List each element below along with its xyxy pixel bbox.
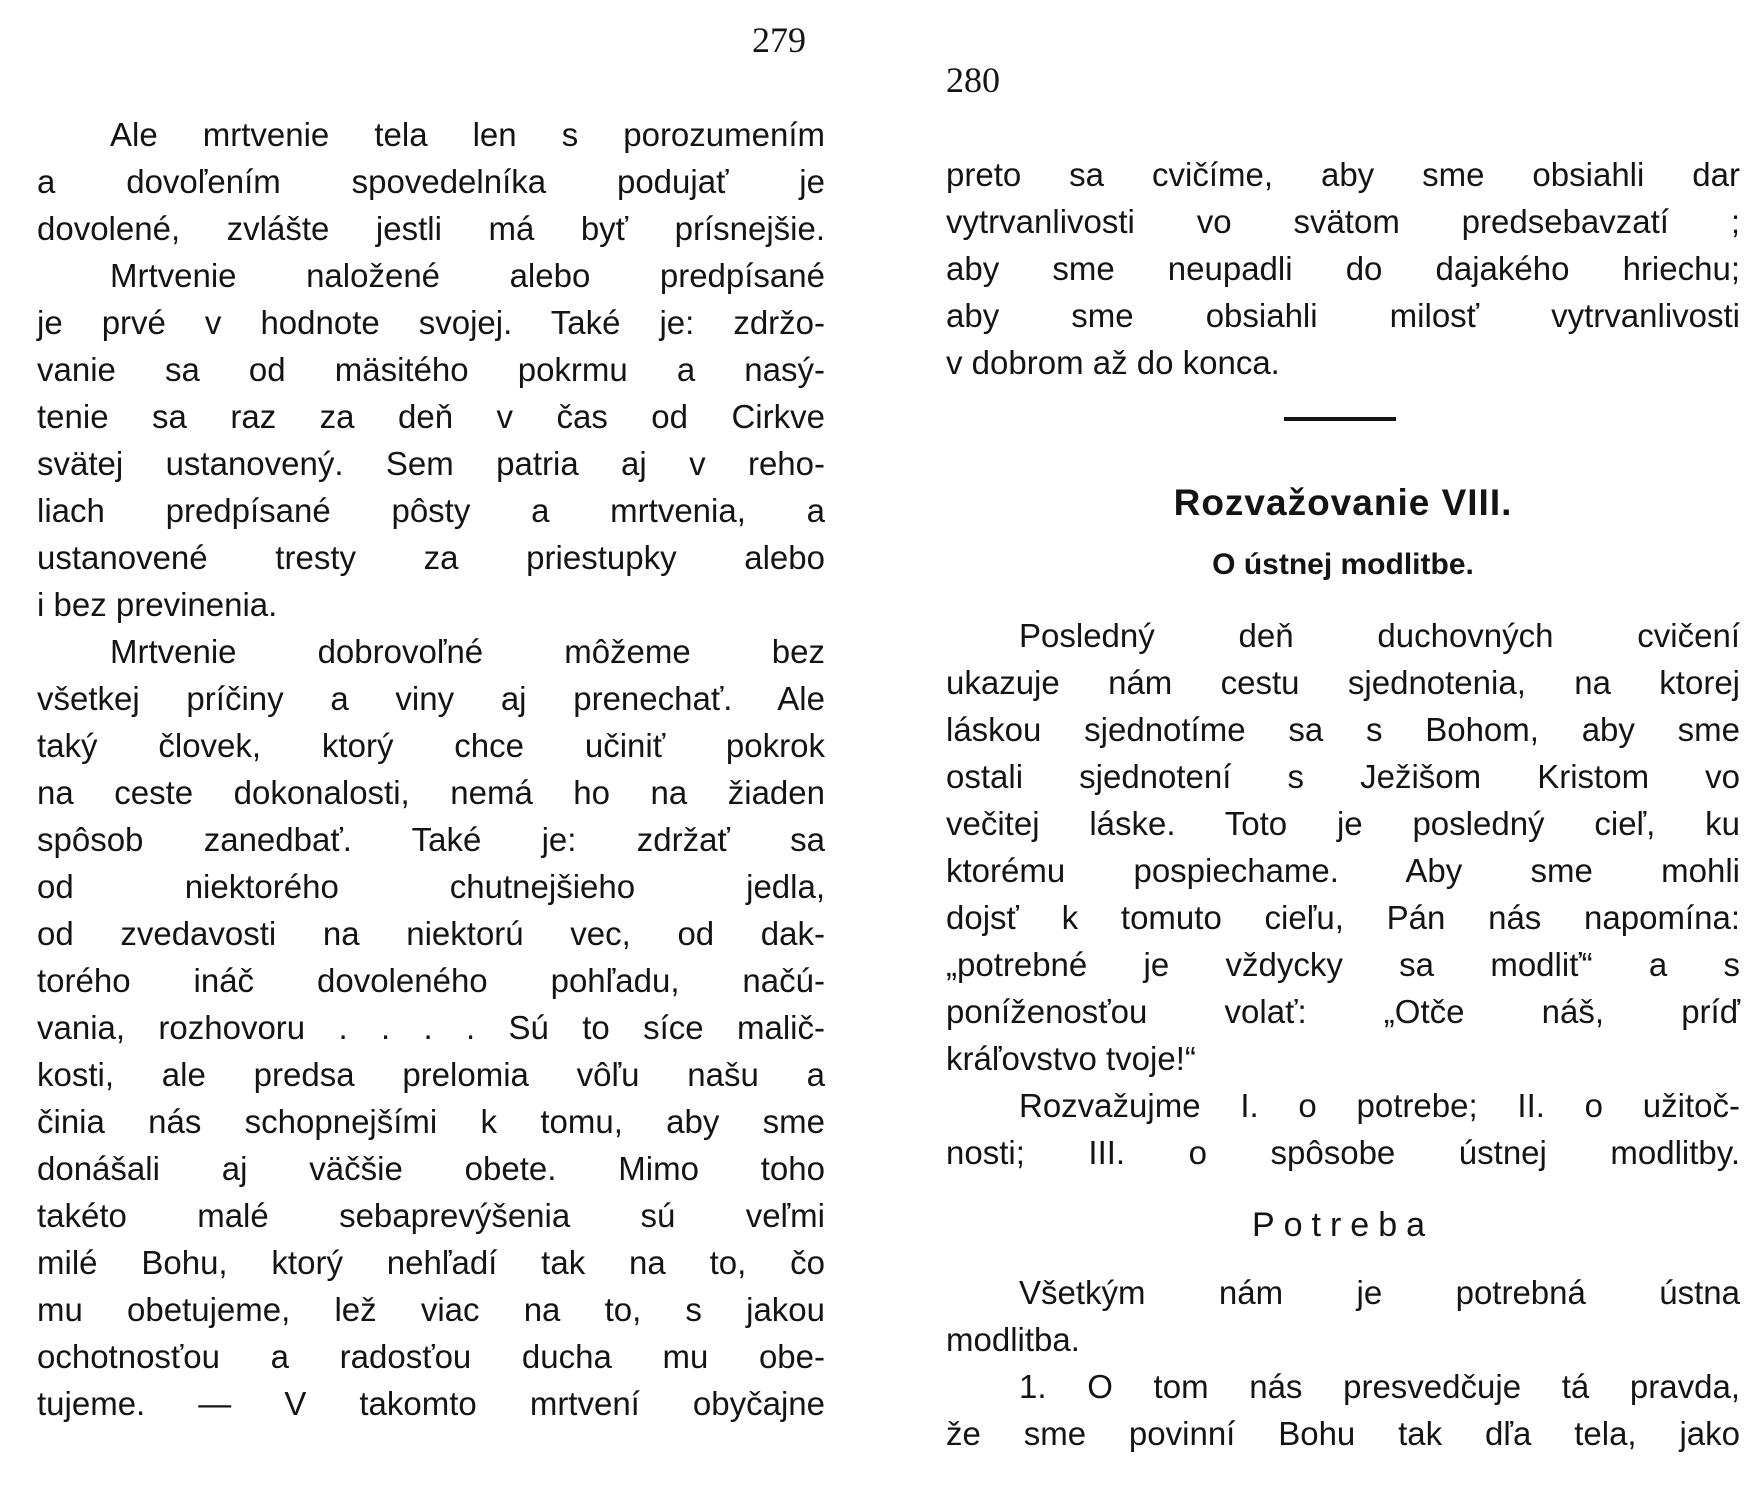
text-line: donášali aj väčšie obete. Mimo toho <box>37 1150 825 1187</box>
text-line: kosti, ale predsa prelomia vôľu našu a <box>37 1056 825 1093</box>
text-line: od niektorého chutnejšieho jedla, <box>37 868 825 905</box>
text-line: vytrvanlivosti vo svätom predsebavzatí ; <box>946 203 1740 240</box>
text-line: večitej láske. Toto je posledný cieľ, ku <box>946 805 1740 842</box>
text-line: Mrtvenie naložené alebo predpísané <box>110 257 825 294</box>
text-line: všetkej príčiny a viny aj prenechať. Ale <box>37 680 825 717</box>
text-line: na ceste dokonalosti, nemá ho na žiaden <box>37 774 825 811</box>
text-line: poníženosťou volať: „Otče náš, príď <box>946 993 1740 1030</box>
section-title: Potreba <box>1251 1206 1435 1244</box>
text-line: Ale mrtvenie tela len s porozumením <box>110 116 825 153</box>
text-line: od zvedavosti na niektorú vec, od dak- <box>37 915 825 952</box>
text-line: činia nás schopnejšími k tomu, aby sme <box>37 1103 825 1140</box>
text-line: kráľovstvo tvoje!“ <box>946 1040 1196 1077</box>
text-line: vania, rozhovoru . . . . Sú to síce malič- <box>37 1009 825 1046</box>
text-line: „potrebné je vždycky sa modliť“ a s <box>946 946 1740 983</box>
text-line: preto sa cvičíme, aby sme obsiahli dar <box>946 156 1740 193</box>
text-line: ostali sjednotení s Ježišom Kristom vo <box>946 758 1740 795</box>
section-divider <box>1284 417 1396 421</box>
text-line: aby sme neupadli do dajakého hriechu; <box>946 250 1740 287</box>
text-line: v dobrom až do konca. <box>946 344 1280 381</box>
text-line: že sme povinní Bohu tak dľa tela, jako <box>946 1415 1740 1452</box>
text-line: ktorému pospiechame. Aby sme mohli <box>946 852 1740 889</box>
text-line: tenie sa raz za deň v čas od Cirkve <box>37 398 825 435</box>
text-line: 1. O tom nás presvedčuje tá pravda, <box>1019 1368 1740 1405</box>
chapter-subheading: O ústnej modlitbe. <box>1212 548 1474 581</box>
text-line: a dovoľením spovedelníka podujať je <box>37 163 825 200</box>
page-number: 279 <box>752 20 806 60</box>
text-line: i bez previnenia. <box>37 586 278 623</box>
text-line: milé Bohu, ktorý nehľadí tak na to, čo <box>37 1244 825 1281</box>
text-line: torého ináč dovoleného pohľadu, načú- <box>37 962 825 999</box>
text-line: dojsť k tomuto cieľu, Pán nás napomína: <box>946 899 1740 936</box>
text-line: aby sme obsiahli milosť vytrvanlivosti <box>946 297 1740 334</box>
text-line: ukazuje nám cestu sjednotenia, na ktorej <box>946 664 1740 701</box>
text-line: svätej ustanovený. Sem patria aj v reho- <box>37 445 825 482</box>
page-number: 280 <box>946 60 1000 100</box>
text-line: modlitba. <box>946 1321 1080 1358</box>
text-line: mu obetujeme, lež viac na to, s jakou <box>37 1291 825 1328</box>
text-line: ochotnosťou a radosťou ducha mu obe- <box>37 1338 825 1375</box>
text-line: tujeme. — V takomto mrtvení obyčajne <box>37 1385 825 1422</box>
text-line: Rozvažujme I. o potrebe; II. o užitoč- <box>1019 1087 1740 1124</box>
text-line: ustanovené tresty za priestupky alebo <box>37 539 825 576</box>
text-line: je prvé v hodnote svojej. Také je: zdržo- <box>37 304 825 341</box>
text-line: Mrtvenie dobrovoľné môžeme bez <box>110 633 825 670</box>
text-line: Všetkým nám je potrebná ústna <box>1019 1274 1740 1311</box>
text-line: takéto malé sebaprevýšenia sú veľmi <box>37 1197 825 1234</box>
text-line: dovolené, zvlášte jestli má byť prísnejšie. <box>37 210 825 247</box>
text-line: vanie sa od mäsitého pokrmu a nasý- <box>37 351 825 388</box>
text-line: nosti; III. o spôsobe ústnej modlitby. <box>946 1134 1740 1171</box>
text-line: taký človek, ktorý chce učiniť pokrok <box>37 727 825 764</box>
text-line: liach predpísané pôsty a mrtvenia, a <box>37 492 825 529</box>
chapter-heading: Rozvažovanie VIII. <box>1173 482 1513 523</box>
text-line: spôsob zanedbať. Také je: zdržať sa <box>37 821 825 858</box>
text-line: láskou sjednotíme sa s Bohom, aby sme <box>946 711 1740 748</box>
text-line: Posledný deň duchovných cvičení <box>1019 617 1740 654</box>
